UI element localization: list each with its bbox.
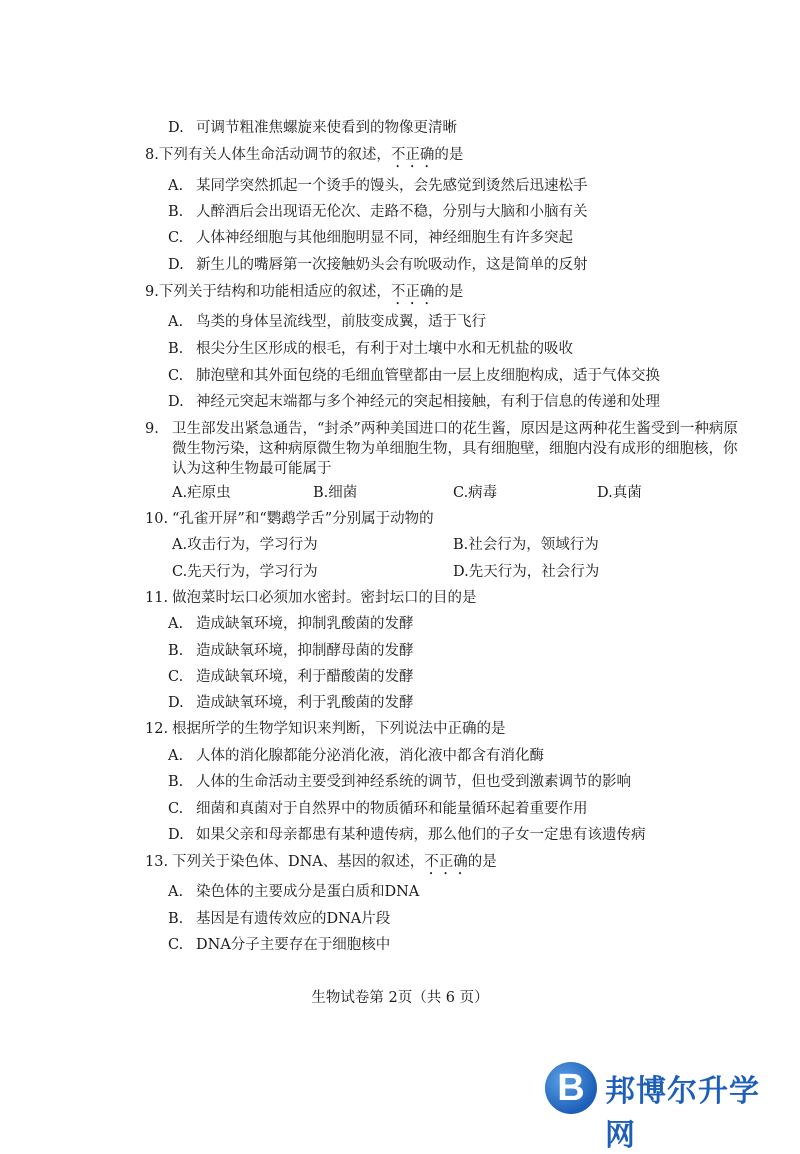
stem-text-end: 的是: [434, 284, 464, 300]
option-label: C.: [168, 368, 184, 384]
option-text: 细菌和真菌对于自然界中的物质循环和能量循环起着重要作用: [196, 801, 588, 817]
option-text: DNA分子主要存在于细胞核中: [196, 937, 391, 953]
q10-option-b: B.社会行为，领域行为: [453, 537, 599, 553]
q12-option-c: [168, 799, 588, 819]
option-label: A.: [168, 314, 184, 330]
option-text: 人体的消化腺都能分泌消化液，消化液中都含有消化酶: [196, 748, 544, 764]
option-label: B.: [168, 643, 184, 659]
site-logo: [545, 1060, 785, 1153]
option-label: A.: [168, 178, 184, 194]
option-label: B.: [168, 341, 184, 357]
q9b-option-d: D.真菌: [597, 485, 642, 501]
q7-option-d: [168, 118, 457, 138]
stem-text-end: 的是: [434, 147, 464, 163]
emphasis-text: 不正确: [390, 147, 435, 163]
option-label: A.: [168, 884, 184, 900]
option-label: C.: [168, 937, 184, 953]
q9a-option-a: [168, 312, 486, 332]
option-label: C.: [168, 801, 184, 817]
option-text: 神经元突起末端都与多个神经元的突起相接触，有利于信息的传递和处理: [196, 394, 660, 410]
logo-text: 邦博尔升学网: [605, 1074, 760, 1153]
q9b-number: 9.: [145, 421, 159, 437]
q8-option-b: [168, 202, 588, 222]
q12-number: 12.: [145, 721, 169, 737]
q12-stem: 根据所学的生物学知识来判断，下列说法中正确的是: [172, 721, 506, 737]
option-text: 染色体的主要成分是蛋白质和DNA: [196, 884, 420, 900]
q8-option-c: [168, 228, 573, 248]
stem-text-end: 的是: [467, 854, 497, 870]
q8-stem: [145, 145, 463, 171]
option-label: A.: [168, 748, 184, 764]
option-text: 人醉酒后会出现语无伦次、走路不稳，分别与大脑和小脑有关: [196, 204, 588, 220]
option-text: 鸟类的身体呈流线型，前肢变成翼，适于飞行: [196, 314, 486, 330]
logo-b-icon: B: [545, 1062, 597, 1114]
q11-option-c: [168, 667, 414, 687]
q8-option-d: [168, 255, 588, 275]
q9b-option-c: C.病毒: [453, 485, 498, 501]
q9b-stem-line-3: 认为这种生物最可能属于: [172, 461, 332, 477]
q11-number: 11.: [145, 590, 169, 606]
page-footer: 生物试卷第 2页（共 6 页）: [311, 990, 489, 1006]
option-text: 造成缺氧环境，抑制酵母菌的发酵: [196, 643, 414, 659]
q10-number: 10.: [145, 511, 169, 527]
option-label: B.: [168, 774, 184, 790]
option-label: D.: [168, 120, 184, 136]
q13-option-a: [168, 882, 419, 902]
q9a-option-c: [168, 366, 660, 386]
option-text: 根尖分生区形成的根毛，有利于对土壤中水和无机盐的吸收: [196, 341, 573, 357]
q9a-option-b: [168, 339, 573, 359]
option-label: B.: [168, 911, 184, 927]
q11-option-a: [168, 614, 414, 634]
q13-option-c: [168, 935, 390, 955]
q9b-option-b: B.细菌: [313, 485, 358, 501]
stem-text: 8.下列有关人体生命活动调节的叙述，: [145, 147, 391, 163]
option-text: 造成缺氧环境，抑制乳酸菌的发酵: [196, 616, 414, 632]
option-label: C.: [168, 230, 184, 246]
q8-option-a: [168, 176, 588, 196]
option-text: 人体神经细胞与其他细胞明显不同，神经细胞生有许多突起: [196, 230, 573, 246]
q10-stem: “孔雀开屏”和“鹦鹉学舌”分别属于动物的: [172, 511, 434, 527]
q11-option-b: [168, 641, 414, 661]
q12-option-a: [168, 746, 544, 766]
option-label: D.: [168, 827, 184, 843]
option-text: 某同学突然抓起一个烫手的馒头，会先感觉到烫然后迅速松手: [196, 178, 588, 194]
emphasis-text: 不正确: [390, 284, 435, 300]
q11-option-d: [168, 693, 414, 713]
option-text: 肺泡壁和其外面包绕的毛细血管壁都由一层上皮细胞构成，适于气体交换: [196, 368, 660, 384]
q10-option-c: C.先天行为，学习行为: [172, 564, 318, 580]
emphasis-text: 不正确: [424, 854, 468, 870]
stem-text: 下列关于染色体、DNA、基因的叙述，: [172, 854, 425, 870]
option-label: D.: [168, 257, 184, 273]
option-text: 可调节粗准焦螺旋来使看到的物像更清晰: [196, 120, 457, 136]
q13-number: 13.: [145, 854, 169, 870]
q10-option-d: D.先天行为，社会行为: [453, 564, 600, 580]
stem-text: 9.下列关于结构和功能相适应的叙述，: [145, 284, 391, 300]
option-label: D.: [168, 695, 184, 711]
q12-option-b: [168, 772, 631, 792]
q9a-stem: [145, 282, 463, 308]
option-label: B.: [168, 204, 184, 220]
q12-option-d: [168, 825, 646, 845]
q11-stem: 做泡菜时坛口必须加水密封。密封坛口的目的是: [172, 590, 477, 606]
option-text: 新生儿的嘴唇第一次接触奶头会有吮吸动作，这是简单的反射: [196, 257, 588, 273]
option-label: A.: [168, 616, 184, 632]
q9b-option-a: A.疟原虫: [172, 485, 231, 501]
q10-option-a: A.攻击行为，学习行为: [172, 537, 318, 553]
option-label: D.: [168, 394, 184, 410]
q9a-option-d: [168, 392, 660, 412]
option-text: 人体的生命活动主要受到神经系统的调节，但也受到激素调节的影响: [196, 774, 631, 790]
option-text: 造成缺氧环境，利于乳酸菌的发酵: [196, 695, 414, 711]
q9b-stem-line-2: 微生物污染，这种病原微生物为单细胞生物，具有细胞壁，细胞内没有成形的细胞核，你: [172, 441, 738, 457]
option-text: 造成缺氧环境，利于醋酸菌的发酵: [196, 669, 414, 685]
option-text: 基因是有遗传效应的DNA片段: [196, 911, 391, 927]
q13-stem: [172, 852, 497, 878]
option-label: C.: [168, 669, 184, 685]
q9b-stem-line-1: 卫生部发出紧急通告，“封杀”两种美国进口的花生酱，原因是这两种花生酱受到一种病原: [172, 421, 738, 437]
option-text: 如果父亲和母亲都患有某种遗传病，那么他们的子女一定患有该遗传病: [196, 827, 646, 843]
q13-option-b: [168, 909, 390, 929]
